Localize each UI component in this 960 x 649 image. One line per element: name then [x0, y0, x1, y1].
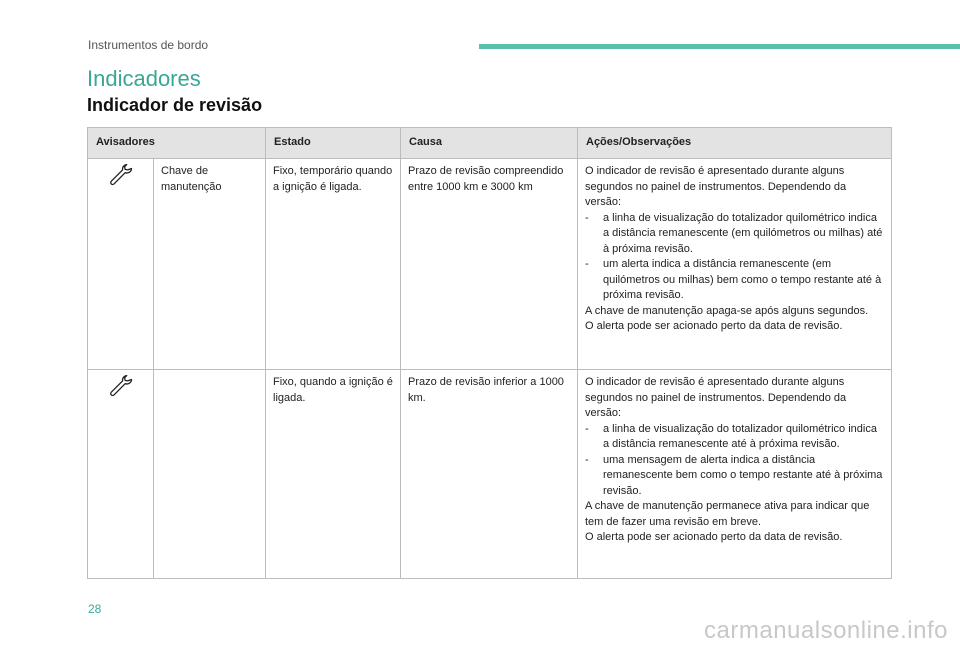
list-item: - a linha de visualização do totalizador quilométrico indica a distância remanescente (em quilómetros ou milhas) até à próxima revisão. — [585, 211, 884, 258]
indicator-table — [87, 127, 892, 579]
icon-cell — [88, 159, 154, 370]
header-accent-bar — [479, 44, 960, 49]
col-header-acoes: Ações/Observações — [578, 128, 892, 159]
watermark: carmanualsonline.info — [704, 617, 948, 644]
icon-cell — [88, 370, 154, 579]
col-header-avisadores: Avisadores — [88, 128, 266, 159]
estado-cell: Fixo, quando a ignição é ligada. — [266, 370, 401, 579]
note-paragraph: A chave de manutenção permanece ativa para indicar que tem de fazer uma revisão em breve. — [585, 500, 870, 528]
col-header-causa: Causa — [401, 128, 578, 159]
avisador-name: Chave de manutenção — [154, 159, 266, 370]
list-item: - a linha de visualização do totalizador quilométrico indica a distância remanescente até à próxima revisão. — [585, 422, 884, 453]
avisador-name — [154, 370, 266, 579]
acoes-cell — [578, 159, 892, 370]
list-item: - um alerta indica a distância remanescente (em quilómetros ou milhas) bem como o tempo restante até à próxima revisão. — [585, 257, 884, 304]
estado-cell: Fixo, temporário quando a ignição é ligada. — [266, 159, 401, 370]
acoes-cell — [578, 370, 892, 579]
section-title: Indicadores — [87, 66, 201, 91]
chapter-label: Instrumentos de bordo — [88, 38, 209, 52]
note-list — [585, 422, 884, 500]
note-intro: O indicador de revisão é apresentado durante alguns segundos no painel de instrumentos. Dependendo da versão: — [585, 165, 847, 208]
table-header-row — [88, 128, 892, 159]
table-row — [88, 370, 892, 579]
table-row — [88, 159, 892, 370]
wrench-icon — [108, 375, 134, 401]
note-intro: O indicador de revisão é apresentado durante alguns segundos no painel de instrumentos. Dependendo da versão: — [585, 376, 847, 419]
note-paragraph: O alerta pode ser acionado perto da data de revisão. — [585, 531, 843, 543]
note-paragraph: A chave de manutenção apaga-se após alguns segundos. — [585, 304, 869, 317]
note-list — [585, 211, 884, 304]
col-header-estado: Estado — [266, 128, 401, 159]
causa-cell: Prazo de revisão inferior a 1000 km. — [401, 370, 578, 579]
page-number: 28 — [88, 602, 102, 616]
wrench-icon — [108, 164, 134, 190]
list-item: - uma mensagem de alerta indica a distância remanescente bem como o tempo restante até à próxima revisão. — [585, 453, 884, 500]
causa-cell: Prazo de revisão compreendido entre 1000 km e 3000 km — [401, 159, 578, 370]
sub-title: Indicador de revisão — [87, 95, 263, 115]
note-paragraph: O alerta pode ser acionado perto da data de revisão. — [585, 320, 843, 332]
